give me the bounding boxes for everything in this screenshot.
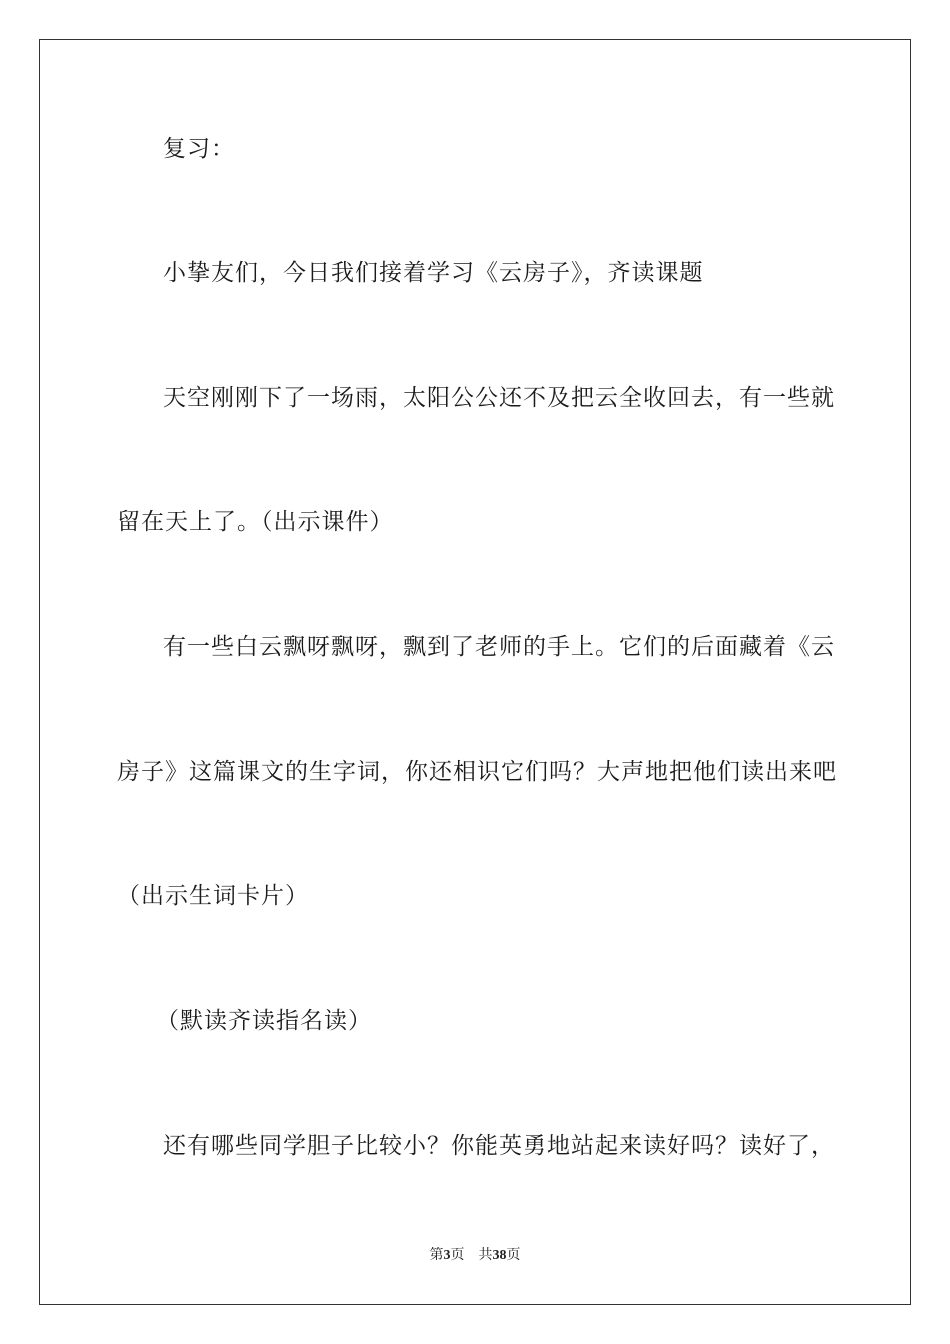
footer-page-suffix: 页 [450, 1248, 465, 1263]
footer-page-number: 3 [443, 1248, 451, 1263]
paragraph-reading-modes: （默读齐读指名读） [156, 1008, 372, 1034]
paragraph-brave-reading: 还有哪些同学胆子比较小？你能英勇地站起来读好吗？读好了， [163, 1133, 835, 1159]
footer-page-prefix: 第 [429, 1248, 444, 1263]
page-frame [39, 39, 911, 1305]
paragraph-rain-line-2: 留在天上了。（出示课件） [117, 509, 394, 535]
page-footer [0, 1247, 950, 1265]
paragraph-clouds-line-1: 有一些白云飘呀飘呀，飘到了老师的手上。它们的后面藏着《云 [163, 634, 835, 660]
footer-total-pages: 38 [492, 1248, 507, 1263]
footer-total-suffix: 页 [506, 1248, 521, 1263]
footer-total-prefix: 共 [478, 1248, 493, 1263]
paragraph-clouds-line-2: 房子》这篇课文的生字词，你还相识它们吗？大声地把他们读出来吧 [117, 759, 837, 785]
paragraph-rain-line-1: 天空刚刚下了一场雨，太阳公公还不及把云全收回去，有一些就 [163, 385, 835, 411]
paragraph-word-cards: （出示生词卡片） [117, 883, 309, 909]
paragraph-intro: 小挚友们，今日我们接着学习《云房子》，齐读课题 [163, 260, 704, 286]
paragraph-review-heading: 复习： [163, 136, 235, 162]
